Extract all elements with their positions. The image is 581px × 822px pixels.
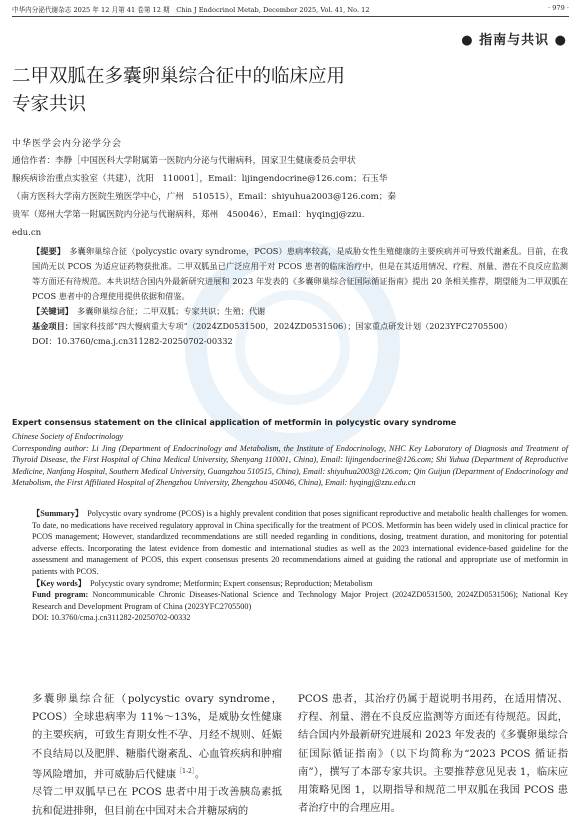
corr-line: edu.cn	[12, 228, 42, 238]
fund-en	[12, 589, 568, 612]
corr-line: （南方医科大学南方医院生殖医学中心，广州 510515），Email：shiyuhua2003@126.com；秦	[12, 192, 396, 202]
doi-cn: DOI：10.3760/cma.j.cn311282-20250702-00332	[32, 336, 233, 346]
abstract-text: 多囊卵巢综合征（polycystic ovary syndrome，PCOS）患病率较高，是威胁女性生殖健康的主要疾病并可导致代谢紊乱。目前，在我国尚无以 PCOS 为适应证药物获批准。二甲双胍虽已广泛应用于对 PCOS 患者的临床治疗中，但是在其适用情况、疗程、剂量、潜在不良反应监测等方面还有待规范。本共识结合国内外最新研究进展和 2023 年发表的《多囊卵巢综合征国际循证指南》提出 20 条相关推荐，期望能为二甲双胍在 PCOS 患者中的合理使用提供依据和借鉴。	[32, 246, 568, 301]
body-paragraph: 尽管二甲双胍早已在 PCOS 患者中用于改善胰岛素抵抗和促进排卵，但目前在中国对未合并糖尿病的	[32, 786, 282, 817]
section-tag: ● 指南与共识 ●	[461, 33, 567, 48]
body-column-left	[12, 690, 282, 820]
corr-line: 贵军（郑州大学第一附属医院内分泌与代谢病科，郑州 450046），Email：hyqingj@zzu.	[12, 210, 365, 220]
title-line-1: 二甲双胍在多囊卵巢综合征中的临床应用	[12, 66, 346, 87]
page-number: · 979 ·	[548, 4, 569, 12]
citation-ref: ［1-2］	[176, 767, 195, 775]
corr-line: 腺疾病诊治重点实验室（共建），沈阳 110001］，Email：lijingendocrine@126.com；石玉华	[12, 174, 388, 184]
keywords-text: 多囊卵巢综合征；二甲双胍；专家共识；生殖；代谢	[77, 306, 266, 316]
header-rule	[12, 16, 569, 17]
article-title-en: Expert consensus statement on the clinical application of metformin in polycystic ovary syndrome	[12, 418, 457, 427]
abstract-paragraph	[12, 244, 568, 304]
society-en: Chinese Society of Endocrinology	[12, 432, 124, 441]
correspondence-en: Corresponding author: Li Jing (Department of Endocrinology and Metabolism, the Institute of Endocrinology, NHC Key Laboratory of Diagnosis and Treatment of Thyroid Disease, the First Hospital of China Medical University, Shenyang 110001, China), Email: lijingendocrine@126.com; Shi Yuhua (Department of Reproductive Medicine, Nanfang Hospital, Southern Medical University, Guangzhou 510515, China), Email: shiyuhua2003@126.com; Qin Guijun (Department of Endocrinology and Metabolism, the First Affiliated Hospital of Zhengzhou University, Zhengzhou 450046, China), Email: hyqingj@zzu.edu.cn	[12, 443, 568, 488]
fund-text-en: Noncommunicable Chronic Diseases-National Science and Technology Major Project (2024ZD0531500, 2024ZD0531506); National Key Research and Development Program of China (2023YFC2705500)	[32, 590, 568, 611]
keywords-cn	[12, 304, 568, 319]
author-cn: 中华医学会内分泌学分会	[12, 139, 123, 149]
fund-label-en: Fund program:	[32, 590, 89, 600]
journal-line: 中华内分泌代谢杂志 2025 年 12 月第 41 卷第 12 期 Chin J Endocrinol Metab, December 2025, Vol. 41, No. 12	[12, 6, 370, 14]
english-front-matter	[12, 431, 568, 489]
corr-line: 通信作者：李静［中国医科大学附属第一医院内分泌与代谢病科，国家卫生健康委员会甲状	[12, 156, 356, 166]
fund-cn	[12, 319, 568, 334]
fund-label: 基金项目：	[32, 321, 73, 331]
body-text-end: 。	[194, 768, 206, 781]
keywords-text-en: Polycystic ovary syndrome; Metformin; Expert consensus; Reproduction; Metabolism	[90, 578, 373, 588]
abstract-label: 【提要】	[32, 246, 61, 256]
title-line-2: 专家共识	[12, 94, 87, 115]
fund-text: 国家科技部“四大慢病重大专项”（2024ZD0531500，2024ZD0531506）；国家重点研发计划（2023YFC2705500）	[72, 321, 513, 331]
doi-en: DOI: 10.3760/cma.j.cn311282-20250702-00332	[32, 613, 191, 623]
keywords-en	[12, 578, 568, 590]
body-column-right	[298, 690, 568, 817]
keywords-label: 【关键词】	[32, 306, 69, 316]
article-title-cn	[12, 63, 462, 119]
abstract-cn	[12, 244, 568, 349]
summary-text: Polycystic ovary syndrome (PCOS) is a highly prevalent condition that poses significant reproductive and metabolic health challenges for women. To date, no medications have received regulatory approval in China specifically for the treatment of PCOS. Metformin has been widely used in clinical practice for PCOS management; However, standardized recommendations are still needed regarding in conditions, dosing, treatment duration, and monitoring for potential adverse effects. Incorporating the latest evidence from domestic and international studies as well as the 2023 international evidence-based guideline for the assessment and management of PCOS, this expert consensus presents 20 recommendations aimed at guiding the rational and appropriate use of metformin in patients with PCOS.	[32, 509, 568, 576]
body-paragraph: PCOS 患者，其治疗仍属于超说明书用药，在适用情况、疗程、剂量、潜在不良反应监测等方面还有待规范。因此，结合国内外最新研究进展和 2023 年发表的《多囊卵巢综合征国际循证指南》（以下均简称为“2023 PCOS 循证指南”），撰写了本部专家共识。主要推荐意见见表 1，临床应用策略见图 1，以期指导和规范二甲双胍在我国 PCOS 患者治疗中的合理应用。	[298, 693, 568, 815]
summary-paragraph	[12, 508, 568, 578]
keywords-label-en: 【Key words】	[32, 578, 82, 588]
abstract-en	[12, 508, 568, 624]
summary-label: 【Summary】	[32, 509, 79, 518]
correspondence-cn	[12, 152, 568, 242]
body-paragraph	[12, 690, 282, 783]
body-text: 多囊卵巢综合征（polycystic ovary syndrome，PCOS）全球患病率为 11%～13%，是威胁女性健康的主要疾病，可致生育期女性不孕、月经不规则、妊娠不良结局以及肥胖、糖脂代谢紊乱、心血管疾病和肿瘤等风险增加，并可威胁后代健康	[32, 693, 282, 781]
